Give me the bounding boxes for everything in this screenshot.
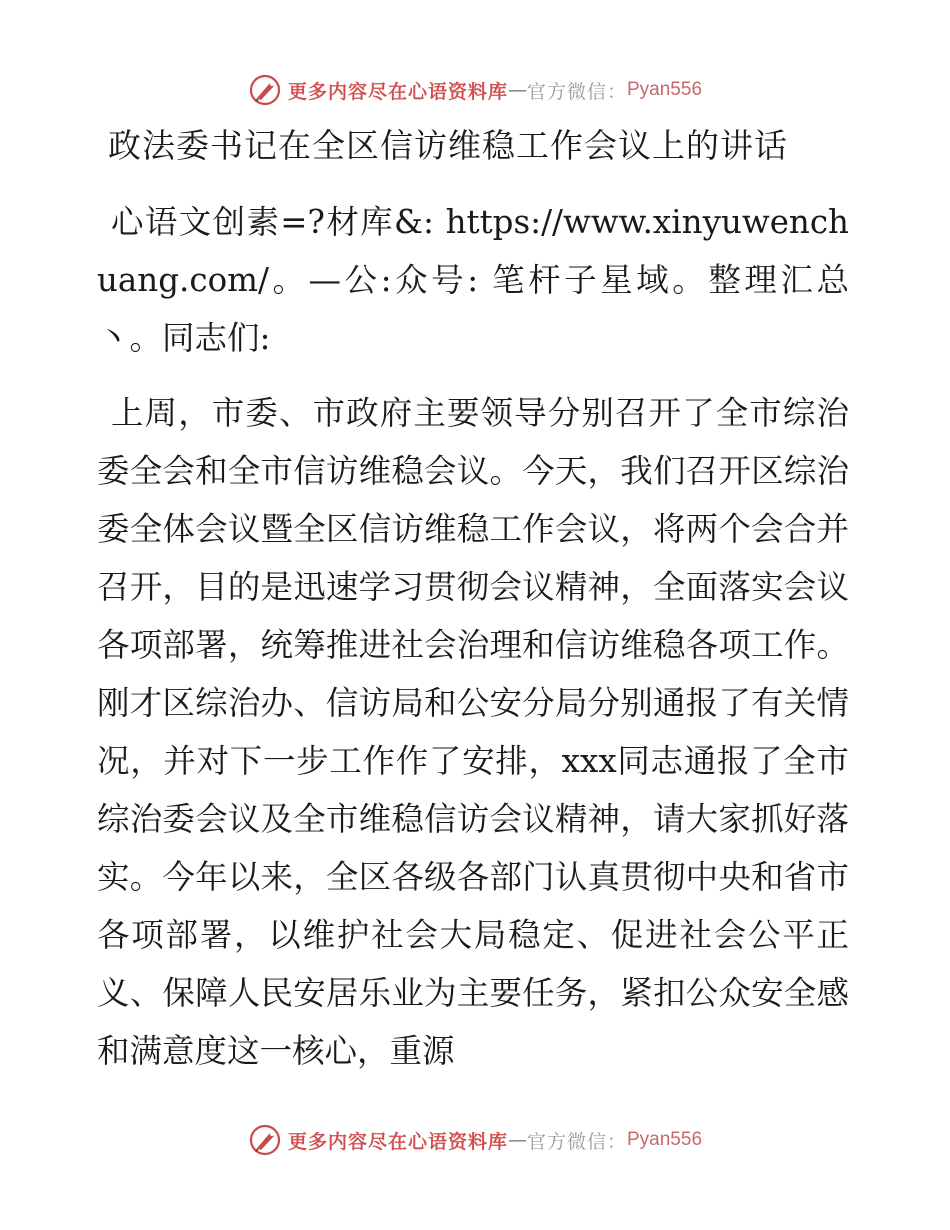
library-label: 更多内容尽在心语资料库	[287, 1130, 508, 1153]
intro-text: 心语文创素=?材库&: https://www.xinyuwenchuang.com/。—公:众号: 笔杆子星域。整理汇总丶。同志们:	[97, 203, 849, 357]
intro-paragraph	[97, 193, 849, 367]
footer-watermark-banner	[0, 1120, 950, 1160]
banner-dash: —	[507, 1129, 527, 1151]
wechat-label: 官方微信：	[526, 1130, 627, 1153]
body-text: 上周，市委、市政府主要领导分别召开了全市综治委全会和全市信访维稳会议。今天，我们召开区综治委全体会议暨全区信访维稳工作会议，将两个会合并召开，目的是迅速学习贯彻会议精神，全面落实会议各项部署，统筹推进社会治理和信访维稳各项工作。刚才区综治办、信访局和公安分局分别通报了有关情况，并对下一步工作作了安排，xxx同志通报了全市综治委会议及全市维稳信访会议精神，请大家抓好落实。今年以来，全区各级各部门认真贯彻中央和省市各项部署，以维护社会大局稳定、促进社会公平正义、保障人民安居乐业为主要任务，紧扣公众安全感和满意度这一核心，重源	[97, 394, 849, 1070]
pen-logo-icon	[248, 1123, 282, 1157]
banner-dash: —	[507, 79, 527, 101]
body-paragraph	[97, 384, 849, 1080]
library-label: 更多内容尽在心语资料库	[287, 80, 508, 103]
pen-logo-icon	[248, 73, 282, 107]
wechat-id: Pyan556	[627, 1129, 703, 1150]
document-title: 政法委书记在全区信访维稳工作会议上的讲话	[108, 126, 788, 165]
header-watermark-banner	[0, 70, 950, 110]
wechat-id: Pyan556	[627, 79, 703, 100]
wechat-label: 官方微信：	[526, 80, 627, 103]
